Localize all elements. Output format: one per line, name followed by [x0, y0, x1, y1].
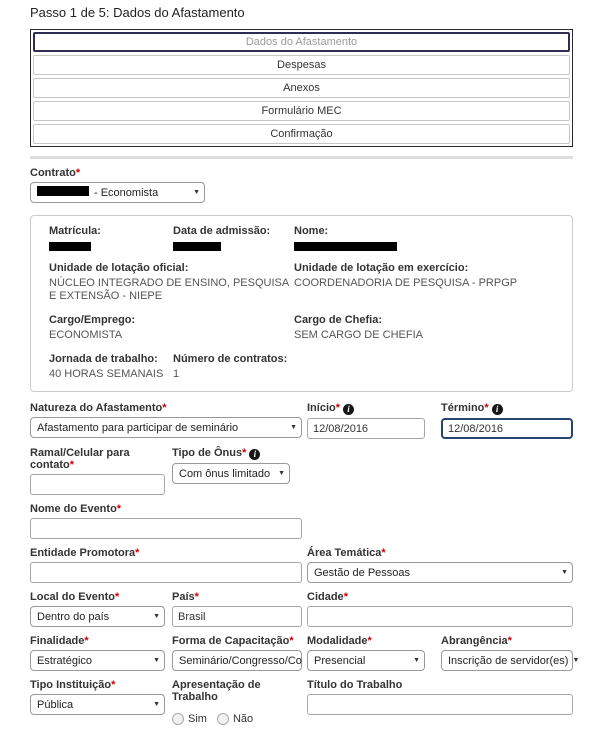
natureza-select[interactable] — [30, 417, 302, 438]
required-asterisk: * — [289, 635, 294, 647]
required-asterisk: * — [484, 402, 489, 414]
step-button-formulario-mec[interactable] — [33, 101, 570, 121]
unidade-exercicio-cell — [294, 262, 517, 290]
inicio-date-input[interactable] — [307, 418, 425, 439]
termino-label: Término* i — [441, 402, 573, 415]
step-label: Formulário MEC — [261, 105, 342, 117]
ramal-input[interactable] — [30, 474, 165, 495]
tipo-onus-field — [172, 447, 290, 484]
step-button-confirmacao[interactable] — [33, 124, 570, 144]
required-asterisk: * — [75, 167, 81, 179]
cargo-chefia-label: Cargo de Chefia: — [294, 314, 383, 326]
local-evento-select[interactable] — [30, 606, 165, 627]
redacted-contract-number — [37, 186, 89, 196]
entidade-input[interactable] — [30, 562, 302, 583]
contrato-selected-value: - Economista — [37, 186, 158, 199]
cidade-field — [307, 591, 573, 627]
info-row-1 — [49, 225, 562, 251]
step-label: Dados do Afastamento — [245, 36, 358, 48]
modalidade-label: Modalidade* — [307, 635, 372, 647]
natureza-selected-value: Afastamento para participar de seminário — [37, 421, 239, 434]
cargo-chefia-value: SEM CARGO DE CHEFIA — [294, 329, 423, 341]
radio-button-icon[interactable] — [172, 713, 184, 725]
titulo-trabalho-field — [307, 679, 573, 715]
required-asterisk: * — [114, 591, 120, 603]
chevron-down-icon: ▼ — [290, 424, 297, 431]
redacted-nome-value — [294, 242, 397, 251]
redacted-data-admissao-value — [173, 242, 221, 251]
natureza-label: Natureza do Afastamento* — [30, 402, 167, 414]
num-contratos-cell — [173, 353, 287, 381]
forma-capacitacao-select[interactable] — [172, 650, 302, 671]
termino-field — [441, 402, 573, 439]
info-row-3 — [49, 314, 562, 342]
area-tematica-select[interactable] — [307, 562, 573, 583]
redacted-matricula-value — [49, 242, 91, 251]
cargo-emprego-cell — [49, 314, 294, 342]
jornada-label: Jornada de trabalho: — [49, 353, 158, 365]
required-asterisk: * — [381, 547, 386, 559]
tipo-instituicao-selected-value: Pública — [37, 698, 74, 711]
nome-evento-input[interactable] — [30, 518, 302, 539]
row-entidade-area — [30, 547, 573, 583]
forma-capacitacao-selected-value: Seminário/Congresso/Co — [179, 654, 302, 667]
tipo-onus-label: Tipo de Ônus* i — [172, 447, 290, 460]
inicio-label: Início* i — [307, 402, 425, 415]
row-tipo-instituicao — [30, 679, 573, 729]
step-button-anexos[interactable] — [33, 78, 570, 98]
nome-label: Nome: — [294, 225, 329, 237]
forma-capacitacao-label: Forma de Capacitação* — [172, 635, 294, 647]
section-divider — [30, 156, 573, 159]
radio-sim[interactable] — [172, 713, 207, 725]
row-finalidade — [30, 635, 580, 671]
required-asterisk: * — [242, 447, 247, 459]
ramal-field — [30, 447, 165, 495]
required-asterisk: * — [507, 635, 512, 647]
pais-label: País* — [172, 591, 199, 603]
titulo-trabalho-label: Título do Trabalho — [307, 679, 403, 691]
unidade-exercicio-label: Unidade de lotação em exercício: — [294, 262, 469, 274]
cidade-input[interactable] — [307, 606, 573, 627]
required-asterisk: * — [111, 679, 116, 691]
required-asterisk: * — [135, 547, 140, 559]
unidade-exercicio-value: COORDENADORIA DE PESQUISA - PRPGP — [294, 277, 518, 289]
entidade-label: Entidade Promotora* — [30, 547, 140, 559]
chevron-down-icon: ▼ — [153, 613, 160, 620]
cargo-emprego-label: Cargo/Emprego: — [49, 314, 136, 326]
steps-container — [30, 29, 573, 147]
unidade-oficial-value: NÚCLEO INTEGRADO DE ENSINO, PESQUISA E EXTENSÃO - NIEPE — [49, 277, 289, 302]
jornada-cell — [49, 353, 173, 381]
area-tematica-field — [307, 547, 573, 583]
chevron-down-icon: ▼ — [413, 657, 420, 664]
pais-input[interactable] — [172, 606, 302, 627]
ramal-label: Ramal/Celular para contato* — [30, 447, 130, 471]
row-ramal-onus — [30, 447, 573, 495]
finalidade-field — [30, 635, 165, 671]
abrangencia-label: Abrangência* — [441, 635, 512, 647]
tipo-instituicao-field — [30, 679, 165, 715]
forma-capacitacao-field — [172, 635, 302, 671]
required-asterisk: * — [162, 402, 167, 414]
chevron-down-icon: ▼ — [561, 569, 568, 576]
chevron-down-icon: ▼ — [572, 657, 580, 664]
num-contratos-label: Número de contratos: — [173, 353, 288, 365]
radio-nao-label: Não — [232, 712, 254, 725]
local-evento-selected-value: Dentro do país — [37, 610, 110, 623]
jornada-value: 40 HORAS SEMANAIS — [49, 368, 164, 380]
titulo-trabalho-input[interactable] — [307, 694, 573, 715]
info-row-4 — [49, 353, 562, 381]
contrato-select[interactable] — [30, 182, 205, 203]
info-icon[interactable]: i — [249, 449, 260, 460]
finalidade-selected-value: Estratégico — [37, 654, 93, 667]
modalidade-field — [307, 635, 425, 671]
local-evento-field — [30, 591, 165, 627]
finalidade-label: Finalidade* — [30, 635, 89, 647]
page-title: Passo 1 de 5: Dados do Afastamento — [30, 5, 245, 20]
cargo-emprego-value: ECONOMISTA — [49, 329, 123, 341]
abrangencia-selected-value: Inscrição de servidor(es) — [448, 654, 569, 667]
row-local-pais-cidade — [30, 591, 573, 627]
nome-cell — [294, 225, 397, 251]
termino-date-input[interactable] — [441, 418, 573, 439]
chevron-down-icon: ▼ — [278, 470, 285, 477]
radio-sim-label: Sim — [188, 712, 207, 725]
nome-evento-label: Nome do Evento* — [30, 503, 122, 515]
required-asterisk: * — [335, 402, 341, 414]
step-button-despesas[interactable] — [33, 55, 570, 75]
required-asterisk: * — [116, 503, 122, 515]
radio-nao[interactable] — [217, 713, 253, 725]
apresentacao-radio-group — [172, 708, 302, 729]
matricula-cell — [49, 225, 173, 251]
unidade-oficial-label: Unidade de lotação oficial: — [49, 262, 189, 274]
step-label: Anexos — [283, 82, 320, 94]
contrato-label: Contrato* — [30, 167, 81, 179]
data-admissao-cell — [173, 225, 294, 251]
required-asterisk: * — [69, 459, 75, 471]
tipo-instituicao-select[interactable] — [30, 694, 165, 715]
row-nome-evento — [30, 503, 573, 539]
nome-evento-field — [30, 503, 302, 539]
chevron-down-icon: ▼ — [153, 657, 160, 664]
cargo-chefia-cell — [294, 314, 423, 342]
pais-field — [172, 591, 302, 627]
natureza-field — [30, 402, 302, 438]
unidade-oficial-cell — [49, 262, 294, 303]
step-button-dados-do-afastamento[interactable] — [33, 32, 570, 52]
apresentacao-field — [172, 679, 302, 729]
employee-info-box — [30, 215, 573, 392]
required-asterisk: * — [84, 635, 89, 647]
entidade-field — [30, 547, 302, 583]
apresentacao-label: Apresentação de Trabalho — [172, 679, 261, 703]
abrangencia-field — [441, 635, 580, 671]
info-icon[interactable]: i — [492, 404, 503, 415]
modalidade-select[interactable] — [307, 650, 425, 671]
tipo-onus-selected-value: Com ônus limitado — [179, 467, 271, 480]
tipo-onus-select[interactable] — [172, 463, 290, 484]
chevron-down-icon: ▼ — [153, 701, 160, 708]
step-label: Despesas — [277, 59, 326, 71]
area-tematica-label: Área Temática* — [307, 547, 386, 559]
info-icon[interactable]: i — [343, 404, 354, 415]
local-evento-label: Local do Evento* — [30, 591, 120, 603]
info-row-2 — [49, 262, 562, 303]
finalidade-select[interactable] — [30, 650, 165, 671]
modalidade-selected-value: Presencial — [314, 654, 366, 667]
inicio-field — [307, 402, 425, 439]
matricula-label: Matrícula: — [49, 225, 101, 237]
row-natureza — [30, 402, 573, 439]
abrangencia-select[interactable] — [441, 650, 580, 671]
num-contratos-value: 1 — [173, 368, 180, 380]
area-tematica-selected-value: Gestão de Pessoas — [314, 566, 411, 579]
radio-button-icon[interactable] — [217, 713, 229, 725]
step-label: Confirmação — [270, 128, 333, 140]
tipo-instituicao-label: Tipo Instituição* — [30, 679, 116, 691]
required-asterisk: * — [343, 591, 348, 603]
cidade-label: Cidade* — [307, 591, 348, 603]
data-admissao-label: Data de admissão: — [173, 225, 271, 237]
chevron-down-icon: ▼ — [193, 189, 200, 196]
required-asterisk: * — [367, 635, 372, 647]
required-asterisk: * — [194, 591, 199, 603]
